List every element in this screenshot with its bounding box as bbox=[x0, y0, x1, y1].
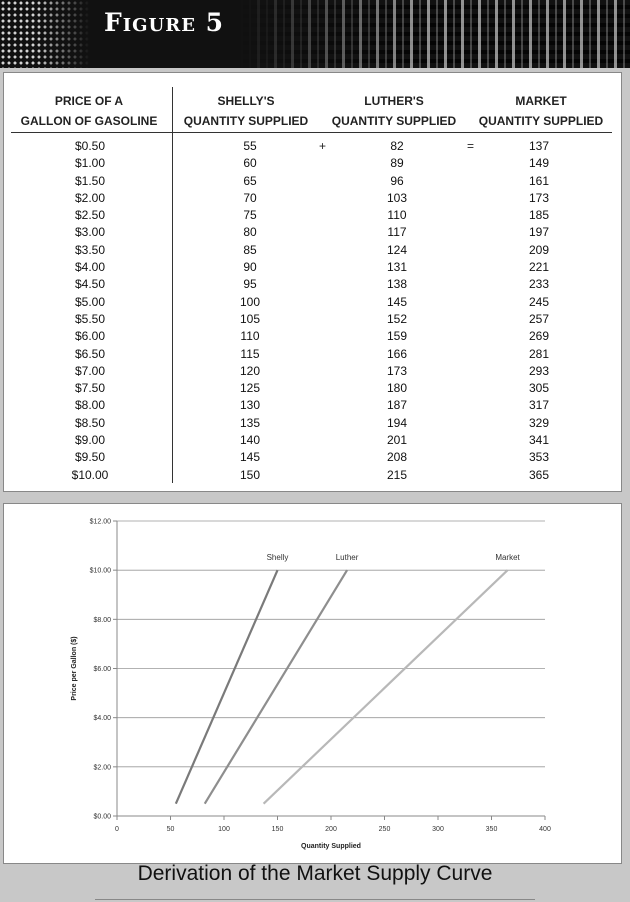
cell-shelly: 60 bbox=[243, 156, 257, 171]
header-price-line1: PRICE OF A bbox=[54, 94, 124, 108]
cell-market: 137 bbox=[528, 139, 550, 153]
series-label-shelly: Shelly bbox=[266, 553, 289, 563]
cell-market: 353 bbox=[528, 450, 550, 465]
cell-luther: 159 bbox=[386, 329, 408, 344]
figure-caption: Derivation of the Market Supply Curve bbox=[137, 862, 493, 885]
header-luther-line1: LUTHER'S bbox=[364, 94, 424, 108]
cell-price: $5.00 bbox=[74, 294, 106, 309]
cell-shelly: 95 bbox=[243, 277, 257, 292]
cell-luther: 110 bbox=[387, 208, 407, 223]
table-row bbox=[4, 295, 621, 312]
header-shelly-line1: SHELLY'S bbox=[217, 94, 275, 108]
cell-price: $2.00 bbox=[74, 190, 106, 205]
header-shelly-line2: QUANTITY SUPPLIED bbox=[183, 114, 309, 128]
cell-luther: 208 bbox=[386, 450, 408, 465]
cell-shelly: 140 bbox=[239, 433, 261, 448]
cell-price: $8.50 bbox=[74, 415, 106, 430]
header-market bbox=[470, 91, 612, 131]
cell-luther: 152 bbox=[386, 311, 408, 326]
y-tick-label: $6.00 bbox=[93, 666, 111, 673]
equals-sign: = bbox=[467, 139, 475, 153]
cell-market: 221 bbox=[528, 260, 550, 275]
table-row bbox=[4, 398, 621, 415]
table-row bbox=[4, 225, 621, 242]
cell-price: $9.00 bbox=[74, 433, 106, 448]
figure-banner bbox=[0, 0, 630, 68]
cell-shelly: 75 bbox=[243, 208, 257, 223]
table-row bbox=[4, 468, 621, 485]
cell-shelly: 65 bbox=[243, 173, 257, 188]
x-tick-label: 50 bbox=[166, 826, 175, 833]
y-tick-label: $2.00 bbox=[93, 764, 111, 772]
cell-luther: 173 bbox=[386, 363, 408, 378]
cell-price: $4.00 bbox=[74, 260, 106, 275]
cell-market: 365 bbox=[528, 467, 550, 482]
cell-market: 197 bbox=[528, 225, 550, 240]
y-tick-label: $8.00 bbox=[93, 616, 111, 624]
table-row bbox=[4, 191, 621, 208]
cell-market: 173 bbox=[528, 190, 550, 205]
cell-price: $6.50 bbox=[74, 346, 106, 361]
cell-market: 293 bbox=[528, 363, 550, 378]
cell-shelly: 150 bbox=[239, 467, 261, 482]
y-tick-label: $10.00 bbox=[89, 567, 111, 575]
x-tick-label: 100 bbox=[218, 826, 230, 833]
cell-price: $9.50 bbox=[74, 450, 106, 465]
series-label-market: Market bbox=[495, 553, 520, 563]
cell-market: 305 bbox=[528, 381, 550, 396]
header-luther bbox=[324, 91, 464, 131]
cell-shelly: 115 bbox=[240, 346, 260, 361]
cell-luther: 138 bbox=[386, 277, 408, 292]
supply-chart bbox=[3, 503, 622, 864]
cell-shelly: 135 bbox=[239, 415, 261, 430]
cell-market: 185 bbox=[528, 208, 550, 223]
cell-market: 149 bbox=[528, 156, 550, 171]
cell-luther: 145 bbox=[386, 294, 408, 309]
header-market-line2: QUANTITY SUPPLIED bbox=[478, 114, 604, 128]
table-row bbox=[4, 312, 621, 329]
x-tick-label: 300 bbox=[432, 826, 444, 833]
table-row bbox=[4, 381, 621, 398]
cell-luther: 96 bbox=[390, 173, 404, 188]
cell-luther: 124 bbox=[386, 242, 408, 257]
cell-luther: 82 bbox=[390, 139, 404, 153]
cell-market: 245 bbox=[528, 294, 550, 309]
cell-luther: 215 bbox=[386, 467, 408, 482]
cell-shelly: 55 bbox=[243, 139, 257, 153]
table-row bbox=[4, 450, 621, 467]
cell-shelly: 125 bbox=[239, 381, 261, 396]
cell-price: $3.00 bbox=[74, 225, 106, 240]
cell-price: $7.00 bbox=[74, 363, 106, 378]
cell-shelly: 100 bbox=[239, 294, 261, 309]
cell-price: $4.50 bbox=[74, 277, 106, 292]
table-row bbox=[4, 156, 621, 173]
cell-shelly: 80 bbox=[243, 225, 257, 240]
y-tick-label: $4.00 bbox=[93, 715, 111, 723]
supply-table bbox=[3, 72, 622, 492]
table-row bbox=[4, 433, 621, 450]
cell-market: 329 bbox=[528, 415, 550, 430]
table-row bbox=[4, 139, 621, 156]
cell-luther: 201 bbox=[386, 433, 408, 448]
x-axis-title: Quantity Supplied bbox=[301, 843, 361, 850]
grunge-decoration bbox=[240, 0, 630, 68]
cell-luther: 187 bbox=[386, 398, 408, 413]
table-row bbox=[4, 347, 621, 364]
cell-price: $2.50 bbox=[74, 208, 106, 223]
cell-price: $5.50 bbox=[74, 311, 106, 326]
y-tick-label: $12.00 bbox=[89, 518, 111, 526]
plus-sign: + bbox=[319, 139, 327, 153]
x-tick-label: 0 bbox=[115, 826, 119, 833]
table-row bbox=[4, 329, 621, 346]
cell-price: $7.50 bbox=[74, 381, 106, 396]
cell-luther: 117 bbox=[387, 225, 407, 240]
halftone-decoration bbox=[0, 0, 90, 68]
table-body bbox=[4, 139, 621, 485]
table-row bbox=[4, 208, 621, 225]
cell-shelly: 85 bbox=[243, 242, 257, 257]
chart-svg bbox=[4, 504, 621, 863]
cell-shelly: 145 bbox=[239, 450, 261, 465]
cell-price: $1.50 bbox=[74, 173, 106, 188]
cell-price: $1.00 bbox=[74, 156, 106, 171]
cell-market: 257 bbox=[528, 311, 550, 326]
cell-shelly: 90 bbox=[243, 260, 257, 275]
x-tick-label: 250 bbox=[378, 826, 391, 833]
cell-luther: 180 bbox=[386, 381, 408, 396]
cell-market: 269 bbox=[528, 329, 550, 344]
table-row bbox=[4, 277, 621, 294]
bottom-rule bbox=[95, 899, 535, 900]
table-row bbox=[4, 364, 621, 381]
cell-shelly: 70 bbox=[243, 190, 257, 205]
table-row bbox=[4, 260, 621, 277]
cell-market: 209 bbox=[528, 242, 550, 257]
cell-market: 281 bbox=[528, 346, 550, 361]
series-line-market bbox=[264, 570, 508, 804]
header-price bbox=[14, 91, 164, 131]
y-axis-title: Price per Gallon ($) bbox=[71, 636, 78, 701]
cell-luther: 131 bbox=[386, 260, 408, 275]
figure-title: Figure 5 bbox=[104, 8, 225, 37]
cell-market: 161 bbox=[528, 173, 550, 188]
y-tick-label: $0.00 bbox=[93, 813, 111, 821]
x-tick-label: 150 bbox=[271, 826, 284, 833]
header-shelly bbox=[176, 91, 316, 131]
header-luther-line2: QUANTITY SUPPLIED bbox=[331, 114, 457, 128]
table-row bbox=[4, 243, 621, 260]
cell-shelly: 120 bbox=[239, 363, 261, 378]
series-label-luther: Luther bbox=[335, 553, 359, 563]
cell-luther: 103 bbox=[386, 190, 408, 205]
cell-luther: 89 bbox=[390, 156, 404, 171]
cell-price: $6.00 bbox=[74, 329, 106, 344]
cell-market: 317 bbox=[528, 398, 550, 413]
cell-price: $8.00 bbox=[74, 398, 106, 413]
header-divider bbox=[11, 132, 612, 133]
cell-luther: 166 bbox=[386, 346, 408, 361]
cell-market: 233 bbox=[528, 277, 550, 292]
x-tick-label: 400 bbox=[539, 826, 551, 833]
x-tick-label: 200 bbox=[325, 826, 337, 833]
cell-shelly: 105 bbox=[239, 311, 261, 326]
x-tick-label: 350 bbox=[485, 826, 498, 833]
table-row bbox=[4, 174, 621, 191]
cell-market: 341 bbox=[528, 433, 550, 448]
cell-shelly: 130 bbox=[239, 398, 261, 413]
cell-price: $3.50 bbox=[74, 242, 106, 257]
cell-shelly: 110 bbox=[240, 329, 260, 344]
cell-luther: 194 bbox=[386, 415, 408, 430]
header-market-line1: MARKET bbox=[515, 94, 567, 108]
cell-price: $0.50 bbox=[74, 139, 106, 153]
cell-price: $10.00 bbox=[71, 467, 109, 482]
table-row bbox=[4, 416, 621, 433]
header-price-line2: GALLON OF GASOLINE bbox=[20, 114, 158, 128]
